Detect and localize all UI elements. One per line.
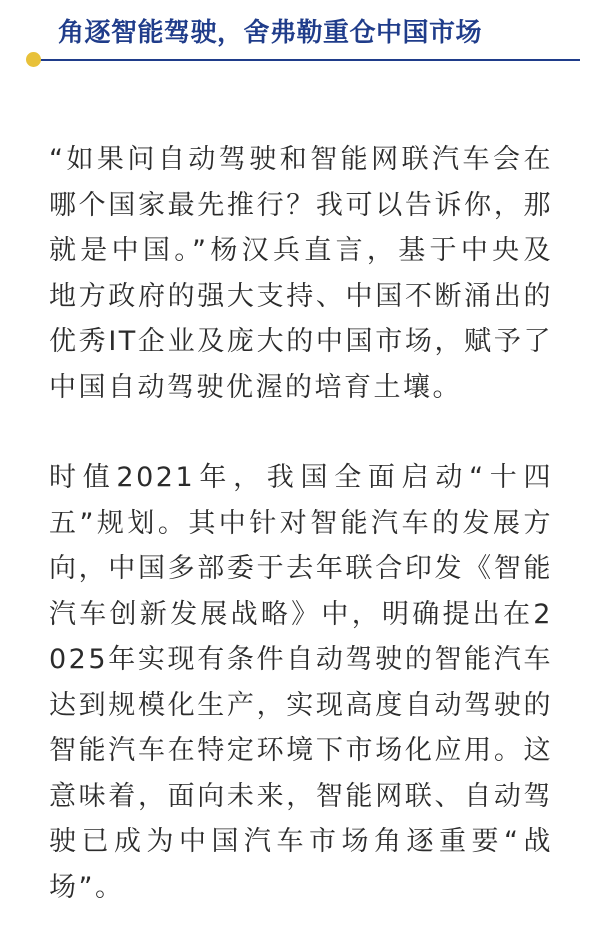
header-divider	[32, 59, 580, 61]
section-header	[0, 0, 600, 80]
article-paragraph-2: 时值2021年，我国全面启动“十四五”规划。其中针对智能汽车的发展方向，中国多部委于去年联合印发《智能汽车创新发展战略》中，明确提出在2025年实现有条件自动驾驶的智能汽车达到规模化生产，实现高度自动驾驶的智能汽车在特定环境下市场化应用。这意味着，面向未来，智能网联、自动驾驶已成为中国汽车市场角逐重要“战场”。	[49, 462, 553, 903]
article-paragraph-1: “如果问自动驾驶和智能网联汽车会在哪个国家最先推行？我可以告诉你，那就是中国。”杨汉兵直言，基于中央及地方政府的强大支持、中国不断涌出的优秀IT企业及庞大的中国市场，赋予了中国自动驾驶优渥的培育土壤。	[49, 144, 553, 403]
article-body	[49, 137, 553, 910]
bullet-dot-icon	[26, 52, 41, 67]
section-title: 角逐智能驾驶，舍弗勒重仓中国市场	[58, 18, 483, 48]
